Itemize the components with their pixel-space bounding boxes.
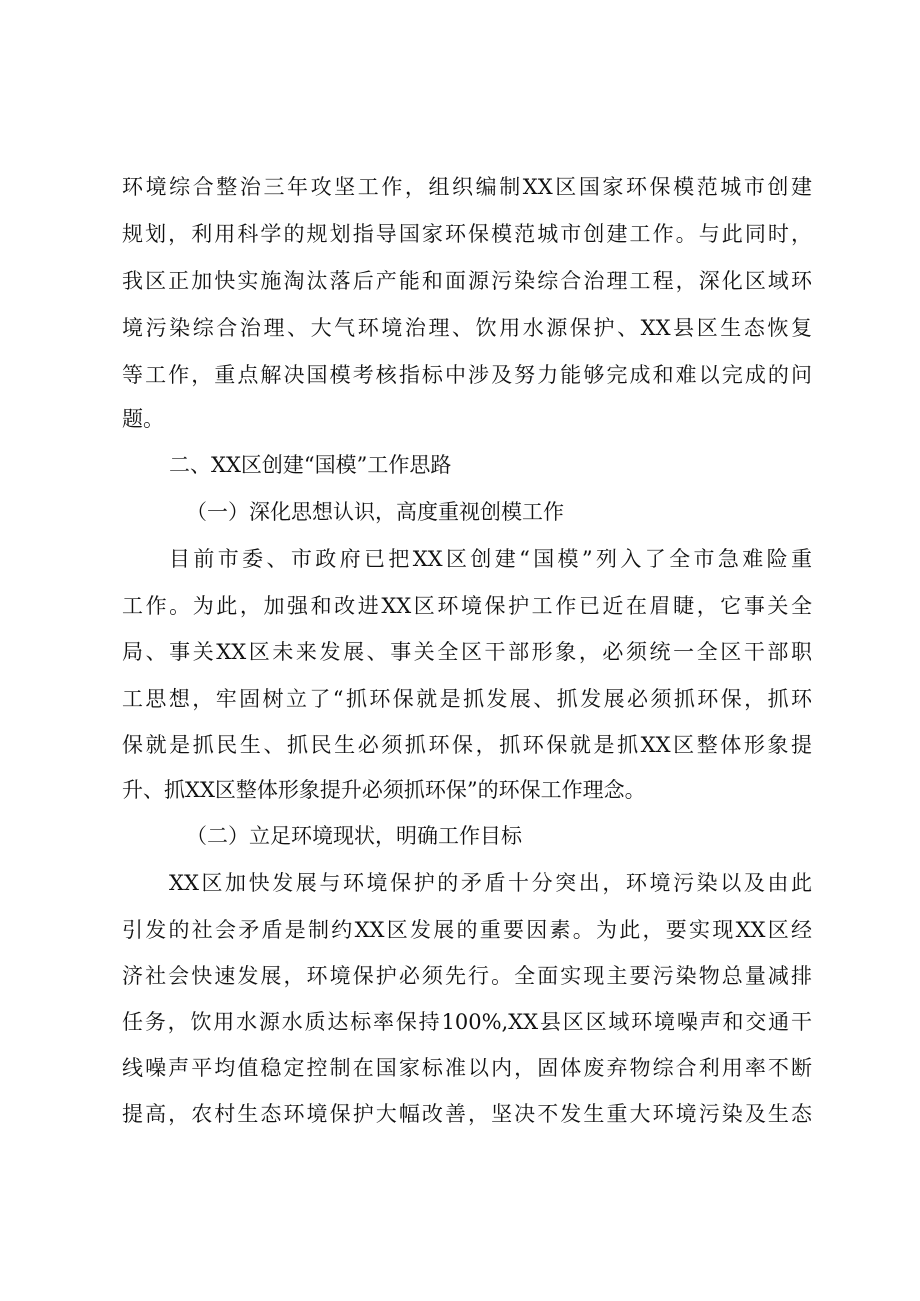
text-line: 线噪声平均值稳定控制在国家标准以内，固体废弃物综合利用率不断 xyxy=(122,1056,812,1080)
subsection-heading: （二）立足环境现状，明确工作目标 xyxy=(186,824,522,848)
text-line: 我区正加快实施淘汰落后产能和面源污染综合治理工程，深化区域环 xyxy=(122,269,812,293)
text-line: 提高，农村生态环境保护大幅改善，坚决不发生重大环境污染及生态 xyxy=(122,1102,812,1126)
text-line: 境污染综合治理、大气环境治理、饮用水源保护、XX县区生态恢复 xyxy=(122,316,812,340)
text-line: 工作。为此，加强和改进XX区环境保护工作已近在眉睫，它事关全 xyxy=(122,594,812,618)
text-line: 目前市委、市政府已把XX区创建“国模”列入了全市急难险重 xyxy=(169,547,812,571)
text-line: 济社会快速发展，环境保护必须先行。全面实现主要污染物总量减排 xyxy=(122,964,812,988)
text-line: 工思想，牢固树立了“抓环保就是抓发展、抓发展必须抓环保，抓环 xyxy=(122,687,812,711)
text-line: 局、事关XX区未来发展、事关全区干部形象，必须统一全区干部职 xyxy=(122,640,812,664)
text-line: 升、抓XX区整体形象提升必须抓环保”的环保工作理念。 xyxy=(122,778,646,802)
text-line: 题。 xyxy=(122,407,164,431)
text-line: 任务，饮用水源水质达标率保持100%,XX县区区域环境噪声和交通干 xyxy=(122,1010,812,1034)
text-line: 引发的社会矛盾是制约XX区发展的重要因素。为此，要实现XX区经 xyxy=(122,918,812,942)
subsection-heading: （一）深化思想认识，高度重视创模工作 xyxy=(186,500,564,524)
section-heading: 二、XX区创建“国模”工作思路 xyxy=(169,453,452,477)
text-line: 环境综合整治三年攻坚工作，组织编制XX区国家环保模范城市创建 xyxy=(122,175,812,199)
text-line: 保就是抓民生、抓民生必须抓环保，抓环保就是抓XX区整体形象提 xyxy=(122,733,812,757)
text-line: XX区加快发展与环境保护的矛盾十分突出，环境污染以及由此 xyxy=(169,871,812,895)
text-line: 规划，利用科学的规划指导国家环保模范城市创建工作。与此同时， xyxy=(122,222,812,246)
text-line: 等工作，重点解决国模考核指标中涉及努力能够完成和难以完成的问 xyxy=(122,363,812,387)
